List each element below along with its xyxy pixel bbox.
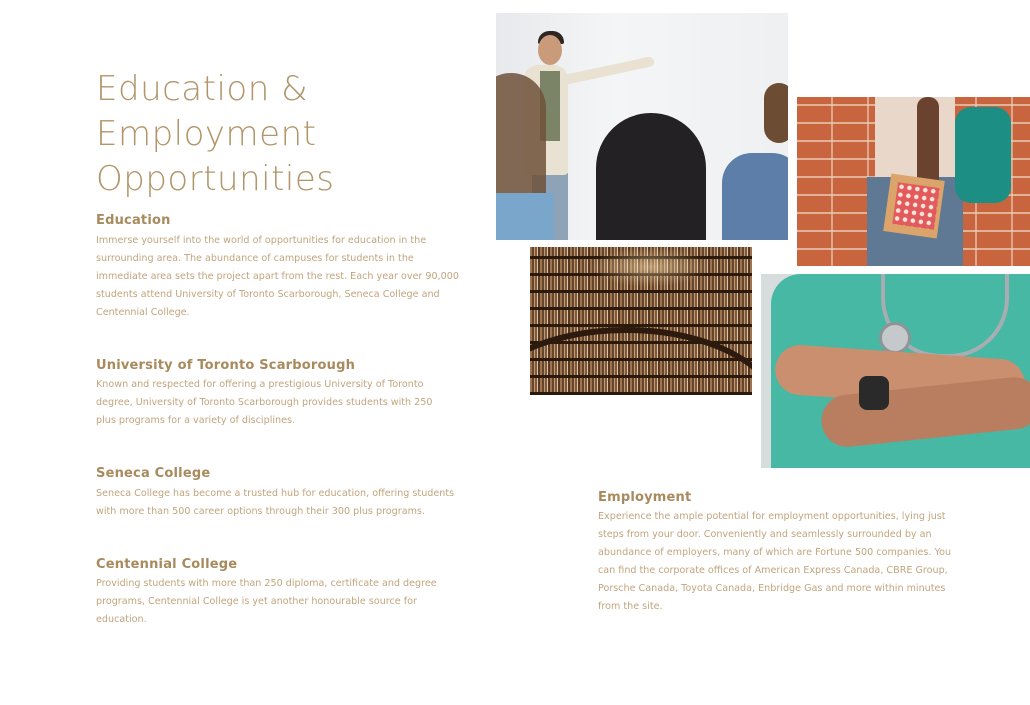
nurse-photo [761, 274, 1030, 468]
uts-line: degree, University of Toronto Scarborough provides students with 250 [96, 397, 433, 408]
centennial-line: education. [96, 614, 147, 625]
employment-line: Experience the ample potential for employment opportunities, lying just [598, 511, 946, 522]
seneca-heading: Seneca College [96, 466, 211, 481]
centennial-line: programs, Centennial College is yet another honourable source for [96, 596, 417, 607]
employment-heading: Employment [598, 490, 692, 505]
student-backpack-photo [797, 97, 1030, 266]
education-heading: Education [96, 213, 171, 228]
title-line-1: Education & [96, 68, 309, 109]
title-line-3: Opportunities [96, 158, 335, 199]
title-line-2: Employment [96, 113, 317, 154]
uts-paragraph [96, 376, 476, 430]
centennial-heading: Centennial College [96, 557, 238, 572]
centennial-line: Providing students with more than 250 diploma, certificate and degree [96, 578, 437, 589]
centennial-paragraph [96, 575, 476, 629]
library-photo [530, 247, 752, 395]
employment-line: can find the corporate offices of American Express Canada, CBRE Group, [598, 565, 948, 576]
uts-heading: University of Toronto Scarborough [96, 358, 356, 373]
seneca-paragraph [96, 485, 476, 521]
seneca-line: with more than 500 career options through their 300 plus programs. [96, 506, 425, 517]
page-title [96, 67, 456, 202]
uts-line: plus programs for a variety of disciplines. [96, 415, 296, 426]
education-line: surrounding area. The abundance of campuses for students in the [96, 253, 414, 264]
classroom-photo [496, 13, 788, 240]
employment-line: steps from your door. Conveniently and seamlessly surrounded by an [598, 529, 932, 540]
employment-line: from the site. [598, 601, 663, 612]
education-line: immediate area sets the project apart from the rest. Each year over 90,000 [96, 271, 459, 282]
seneca-line: Seneca College has become a trusted hub for education, offering students [96, 488, 455, 499]
employment-line: abundance of employers, many of which are Fortune 500 companies. You [598, 547, 952, 558]
education-line: Immerse yourself into the world of opportunities for education in the [96, 235, 427, 246]
employment-line: Porsche Canada, Toyota Canada, Enbridge Gas and more within minutes [598, 583, 946, 594]
employment-paragraph [598, 508, 1008, 616]
education-line: Centennial College. [96, 307, 190, 318]
uts-line: Known and respected for offering a prestigious University of Toronto [96, 379, 424, 390]
education-line: students attend University of Toronto Scarborough, Seneca College and [96, 289, 440, 300]
education-paragraph [96, 232, 476, 322]
